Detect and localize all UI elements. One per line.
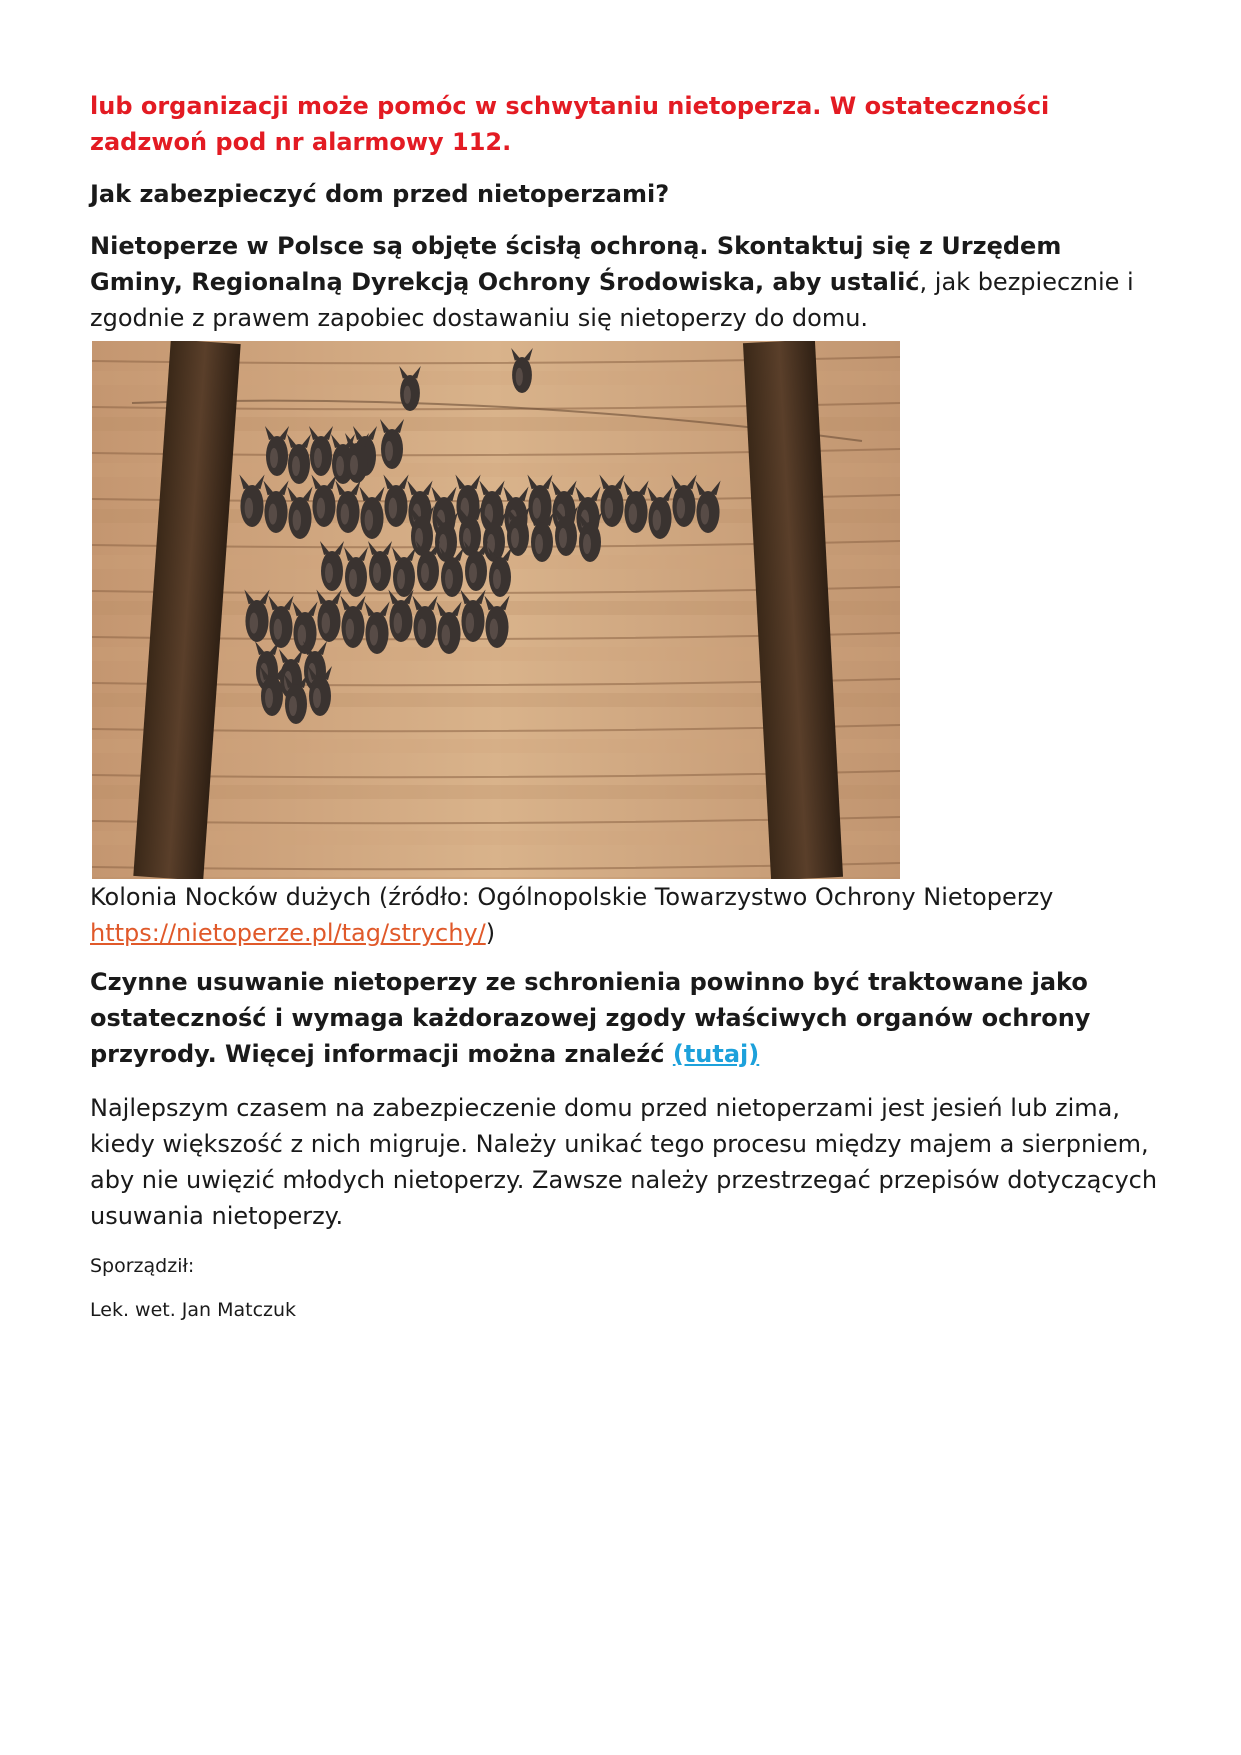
photo-caption: [90, 879, 1150, 951]
active-removal-paragraph: [90, 964, 1160, 1072]
protection-paragraph: [90, 228, 1150, 336]
protection-bold-text: Nietoperze w Polsce są objęte ścisłą ochroną. Skontaktuj się z Urzędem Gminy, Regionalną Dyrekcją Ochrony Środowiska, aby ustalić: [90, 232, 1062, 296]
active-removal-text: Czynne usuwanie nietoperzy ze schronienia powinno być traktowane jako ostateczność i wymaga każdorazowej zgody właściwych organów ochrony przyrody. Więcej informacji można znaleźć: [90, 968, 1091, 1068]
signature-label: Sporządził:: [90, 1255, 195, 1277]
bat-colony-photo: [92, 341, 900, 879]
caption-close: ): [485, 919, 496, 947]
more-info-link[interactable]: (tutaj): [672, 1040, 760, 1068]
best-time-paragraph: Najlepszym czasem na zabezpieczenie domu przed nietoperzami jest jesień lub zima, kiedy większość z nich migruje. Należy unikać tego procesu między majem a sierpniem, aby nie uwięzić młodych nietoperzy. Zawsze należy przestrzegać przepisów dotyczących usuwania nietoperzy.: [90, 1094, 1158, 1230]
protection-regular-text: , jak bezpiecznie i zgodnie z prawem zapobiec dostawaniu się nietoperzy do domu.: [90, 268, 1134, 332]
emergency-note: lub organizacji może pomóc w schwytaniu nietoperza. W ostateczności zadzwoń pod nr alarmowy 112.: [90, 92, 1050, 156]
section-heading: Jak zabezpieczyć dom przed nietoperzami?: [90, 180, 670, 208]
signature-name: Lek. wet. Jan Matczuk: [90, 1299, 297, 1321]
source-link[interactable]: https://nietoperze.pl/tag/strychy/: [90, 919, 486, 947]
caption-text: Kolonia Nocków dużych (źródło: Ogólnopolskie Towarzystwo Ochrony Nietoperzy: [90, 883, 1054, 911]
bat-colony-illustration: [92, 341, 900, 879]
